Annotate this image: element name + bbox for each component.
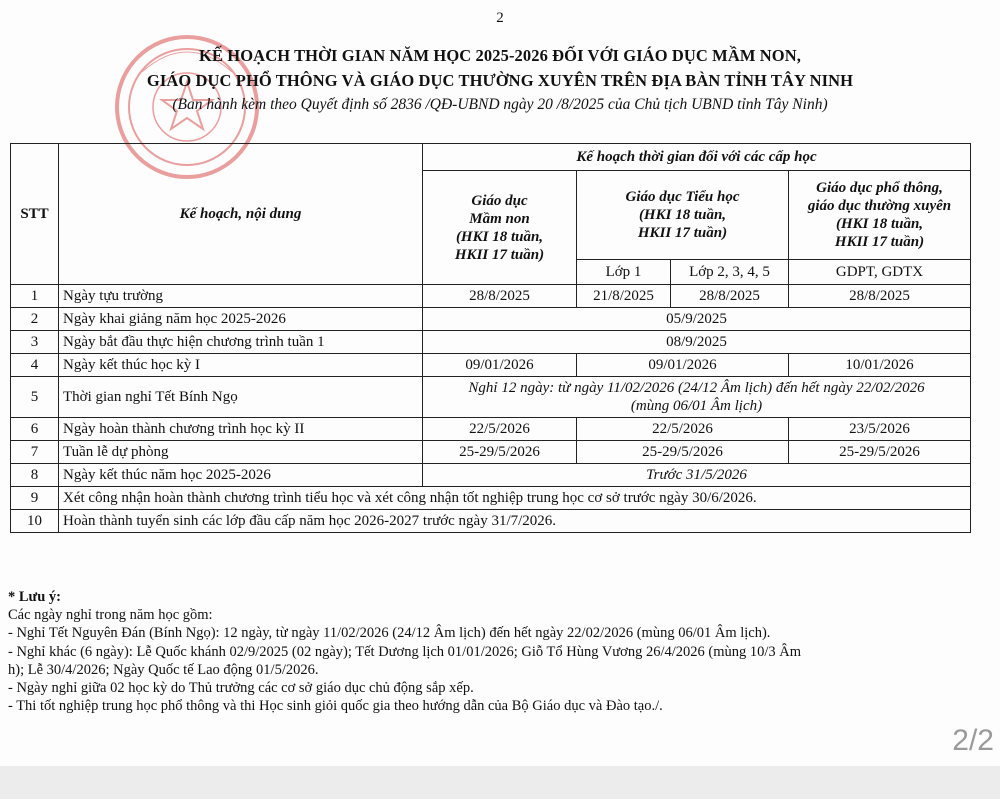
cell-merged [423, 377, 971, 418]
document-title-line-2: GIÁO DỤC PHỔ THÔNG VÀ GIÁO DỤC THƯỜNG XUYÊN TRÊN ĐỊA BÀN TỈNH TÂY NINH [146, 71, 854, 90]
page-number: 2 [496, 10, 504, 26]
table-row [11, 354, 971, 377]
table-row [11, 331, 971, 354]
cell-content: Thời gian nghỉ Tết Bính Ngọ [59, 377, 423, 418]
notes-line: - Thi tốt nghiệp trung học phổ thông và thi Học sinh giỏi quốc gia theo hướng dẫn của Bộ Giáo dục và Đào tạo./. [8, 698, 663, 715]
cell-stt: 2 [11, 308, 59, 331]
header-phothong [789, 171, 971, 260]
cell-content: Ngày kết thúc năm học 2025-2026 [59, 464, 423, 487]
cell-tieuhoc: 09/01/2026 [577, 354, 789, 377]
document-subtitle: (Ban hành kèm theo Quyết định số 2836 /QĐ-UBND ngày 20 /8/2025 của Chủ tịch UBND tỉnh Tây Ninh) [172, 96, 828, 113]
cell-content: Ngày kết thúc học kỳ I [59, 354, 423, 377]
notes-intro: Các ngày nghỉ trong năm học gồm: [8, 607, 213, 624]
cell-mamnon: 22/5/2026 [423, 418, 577, 441]
cell-stt: 9 [11, 487, 59, 510]
merged-line: (mùng 06/01 Âm lịch) [630, 398, 763, 414]
cell-merged: 08/9/2025 [423, 331, 971, 354]
header-line: HKII 17 tuần) [834, 234, 925, 250]
header-tieuhoc [577, 171, 789, 260]
notes-line: - Ngày nghỉ giữa 02 học kỳ do Thủ trưởng các cơ sở giáo dục chủ động sắp xếp. [8, 680, 474, 697]
cell-tieuhoc: 25-29/5/2026 [577, 441, 789, 464]
cell-content: Ngày bắt đầu thực hiện chương trình tuần 1 [59, 331, 423, 354]
header-line: HKII 17 tuần) [637, 225, 728, 241]
header-line: (HKI 18 tuần, [455, 228, 544, 245]
header-gdpt: GDPT, GDTX [789, 260, 971, 285]
table-header-row [11, 144, 971, 171]
table-row [11, 308, 971, 331]
cell-gdpt: 25-29/5/2026 [789, 441, 971, 464]
cell-stt: 8 [11, 464, 59, 487]
cell-merged: Trước 31/5/2026 [423, 464, 971, 487]
cell-gdpt: 23/5/2026 [789, 418, 971, 441]
merged-line: Nghỉ 12 ngày: từ ngày 11/02/2026 (24/12 Âm lịch) đến hết ngày 22/02/2026 [468, 380, 925, 396]
cell-tieuhoc: 22/5/2026 [577, 418, 789, 441]
table-row [11, 441, 971, 464]
cell-stt: 4 [11, 354, 59, 377]
cell-content: Hoàn thành tuyển sinh các lớp đầu cấp năm học 2026-2027 trước ngày 31/7/2026. [59, 510, 971, 533]
table-row [11, 285, 971, 308]
header-line: Giáo dục phổ thông, [816, 180, 943, 196]
header-line: (HKI 18 tuần, [638, 207, 727, 223]
page-indicator: 2/2 [952, 724, 994, 757]
header-line: giáo dục thường xuyên [807, 198, 952, 214]
notes-section [8, 588, 998, 715]
cell-content: Ngày khai giảng năm học 2025-2026 [59, 308, 423, 331]
header-content: Kế hoạch, nội dung [59, 144, 423, 285]
cell-merged: 05/9/2025 [423, 308, 971, 331]
cell-stt: 6 [11, 418, 59, 441]
header-line: Giáo dục Tiểu học [625, 189, 740, 205]
notes-line: h); Lễ 30/4/2026; Ngày Quốc tế Lao động 01/5/2026. [8, 661, 319, 678]
cell-content: Ngày hoàn thành chương trình học kỳ II [59, 418, 423, 441]
header-lop1: Lớp 1 [577, 260, 671, 285]
viewer-bottom-bar [0, 766, 1000, 799]
table-row [11, 464, 971, 487]
cell-stt: 3 [11, 331, 59, 354]
header-line: (HKI 18 tuần, [835, 216, 924, 232]
cell-content: Ngày tựu trường [59, 285, 423, 308]
cell-gdpt: 28/8/2025 [789, 285, 971, 308]
table-row [11, 487, 971, 510]
header-group: Kế hoạch thời gian đối với các cấp học [423, 144, 971, 171]
cell-content: Xét công nhận hoàn thành chương trình tiểu học và xét công nhận tốt nghiệp trung học cơ sở trước ngày 30/6/2026. [59, 487, 971, 510]
table-row [11, 418, 971, 441]
cell-mamnon: 25-29/5/2026 [423, 441, 577, 464]
header-line: Mầm non [469, 210, 530, 227]
notes-line: - Nghỉ Tết Nguyên Đán (Bính Ngọ): 12 ngày, từ ngày 11/02/2026 (24/12 Âm lịch) đến hết ngày 22/02/2026 (mùng 06/01 Âm lịch). [8, 625, 771, 642]
header-stt: STT [11, 144, 59, 285]
notes-line: - Nghỉ khác (6 ngày): Lễ Quốc khánh 02/9/2025 (02 ngày); Tết Dương lịch 01/01/2026; Giỗ Tổ Hùng Vương 26/4/2026 (mùng 10/3 Âm [8, 643, 802, 660]
cell-stt: 5 [11, 377, 59, 418]
notes-heading: * Lưu ý: [8, 589, 62, 605]
table-row [11, 510, 971, 533]
cell-content: Tuần lễ dự phòng [59, 441, 423, 464]
cell-stt: 7 [11, 441, 59, 464]
header-line: HKII 17 tuần) [454, 246, 545, 263]
header-line: Giáo dục [471, 192, 528, 209]
document-title-line-1: KẾ HOẠCH THỜI GIAN NĂM HỌC 2025-2026 ĐỐI VỚI GIÁO DỤC MẦM NON, [199, 46, 801, 65]
table-row [11, 377, 971, 418]
cell-mamnon: 09/01/2026 [423, 354, 577, 377]
header-mamnon [423, 171, 577, 285]
cell-mamnon: 28/8/2025 [423, 285, 577, 308]
cell-lop2345: 28/8/2025 [671, 285, 789, 308]
cell-gdpt: 10/01/2026 [789, 354, 971, 377]
cell-stt: 1 [11, 285, 59, 308]
header-lop2345: Lớp 2, 3, 4, 5 [671, 260, 789, 285]
cell-lop1: 21/8/2025 [577, 285, 671, 308]
cell-stt: 10 [11, 510, 59, 533]
schedule-table [10, 143, 971, 533]
